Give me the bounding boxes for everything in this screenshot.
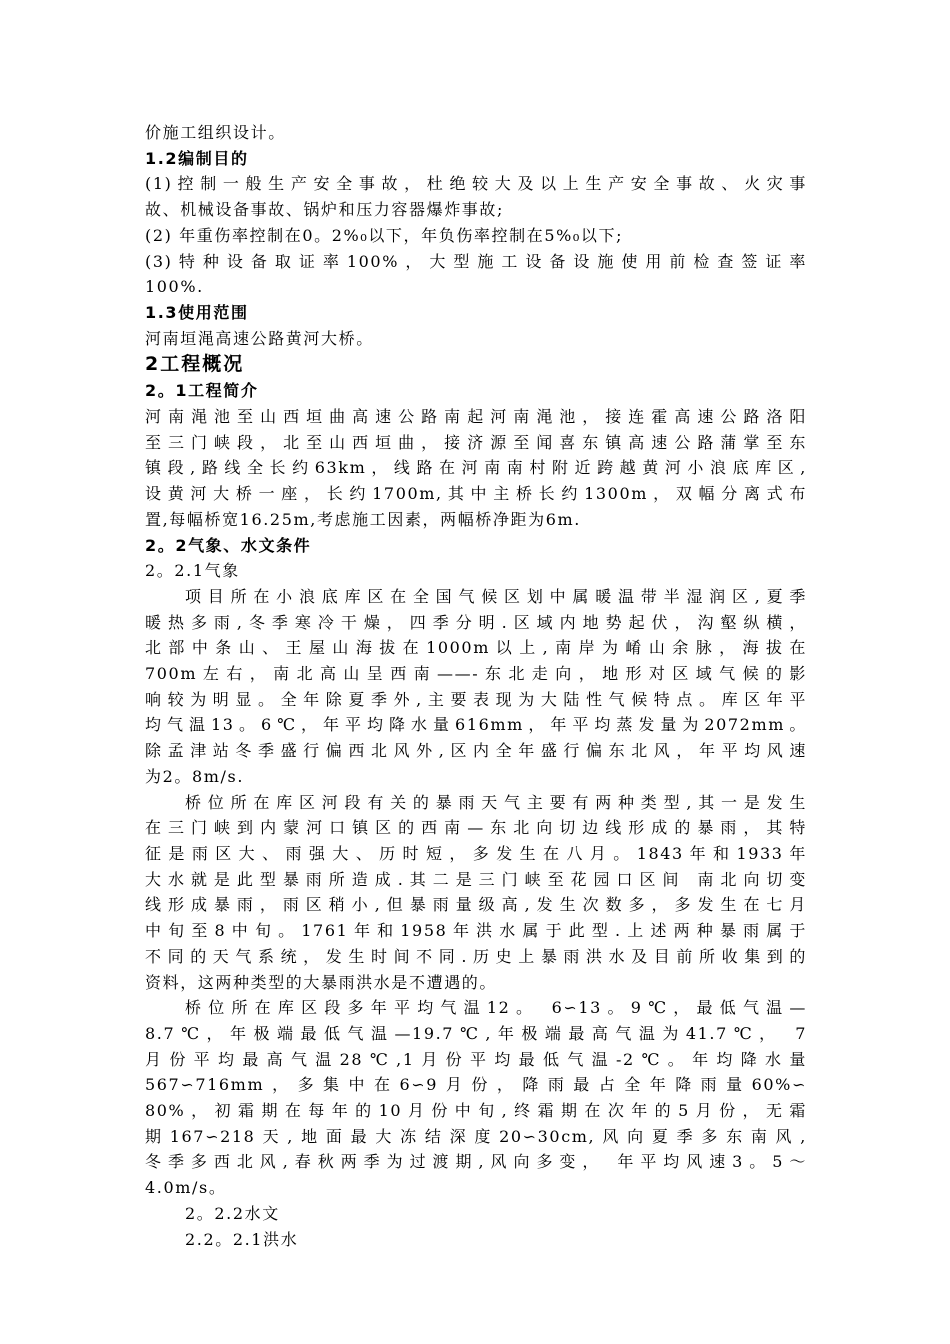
text-line: 故、机械设备事故、锅炉和压力容器爆炸事故; xyxy=(145,200,504,220)
subsection-heading: 2.2。2.1洪水 xyxy=(185,1229,299,1249)
text-line: 至三门峡段，北至山西垣曲，接济源至闻喜东镇高速公路蒲掌至东 xyxy=(145,432,807,452)
section-heading: 1.3使用范围 xyxy=(145,302,249,322)
text-line: 北部中条山、王屋山海拔在1000m以上,南岸为崤山余脉，海拔在 xyxy=(145,638,807,658)
text-line: 除孟津站冬季盛行偏西北风外,区内全年盛行偏东北风，年平均风速 xyxy=(145,741,807,761)
subsection-heading: 2。2.2水文 xyxy=(185,1203,280,1223)
text-line: 价施工组织设计。 xyxy=(145,123,286,142)
text-line: (1)控制一般生产安全事故，杜绝较大及以上生产安全事故、火灾事 xyxy=(145,174,807,194)
text-line: 线形成暴雨，雨区稍小,但暴雨量级高,发生次数多，多发生在七月 xyxy=(145,895,807,915)
text-line: 在三门峡到内蒙河口镇区的西南—东北向切边线形成的暴雨，其特 xyxy=(145,818,807,838)
section-heading: 2。2气象、水文条件 xyxy=(145,535,312,555)
text-line: 4.0m/s。 xyxy=(145,1178,227,1198)
text-line: 700m左右，南北高山呈西南——-东北走向，地形对区域气候的影 xyxy=(145,664,807,684)
document-page xyxy=(145,120,807,1252)
text-line: 河南垣渑高速公路黄河大桥。 xyxy=(145,328,374,348)
text-line: 镇段,路线全长约63km，线路在河南南村附近跨越黄河小浪底库区, xyxy=(145,458,807,478)
text-line: 567∽716mm，多集中在6∽9月份，降雨最占全年降雨量60%∽ xyxy=(145,1075,807,1095)
text-line: 桥位所在库区河段有关的暴雨天气主要有两种类型,其一是发生 xyxy=(185,792,807,812)
text-line: 响较为明显。全年除夏季外,主要表现为大陆性气候特点。库区年平 xyxy=(145,689,807,709)
section-heading: 2。1工程简介 xyxy=(145,381,259,401)
text-line: 不同的天气系统，发生时间不同.历史上暴雨洪水及目前所收集到的 xyxy=(145,946,807,966)
text-line: 置,每幅桥宽16.25m,考虑施工因素，两幅桥净距为6m. xyxy=(145,509,581,529)
text-line: 设黄河大桥一座，长约1700m,其中主桥长约1300m，双幅分离式布 xyxy=(145,484,807,504)
text-line: 冬季多西北风,春秋两季为过渡期,风向多变， 年平均风速3。5～ xyxy=(145,1152,807,1172)
text-line: 80%，初霜期在每年的10月份中旬,终霜期在次年的5月份，无霜 xyxy=(145,1101,807,1121)
text-line: 100%. xyxy=(145,277,204,297)
text-line: (3)特种设备取证率100%，大型施工设备设施使用前检查签证率 xyxy=(145,251,807,271)
text-line: 暖热多雨,冬季寒冷干燥，四季分明.区域内地势起伏，沟壑纵横， xyxy=(145,612,807,632)
text-line: 河南渑池至山西垣曲高速公路南起河南渑池，接连霍高速公路洛阳 xyxy=(145,407,807,427)
text-line: 8.7℃，年极端最低气温—19.7℃,年极端最高气温为41.7℃， 7 xyxy=(145,1023,807,1043)
text-line: 中旬至8中旬。1761年和1958年洪水属于此型.上述两种暴雨属于 xyxy=(145,921,807,941)
subsection-heading: 2。2.1气象 xyxy=(145,561,240,581)
text-line: 项目所在小浪底库区在全国气候区划中属暖温带半湿润区,夏季 xyxy=(185,586,807,606)
text-line: (2) 年重伤率控制在0。2%₀以下，年负伤率控制在5%₀以下; xyxy=(145,225,624,245)
text-line: 月份平均最高气温28℃,1月份平均最低气温-2℃。年均降水量 xyxy=(145,1049,807,1069)
text-line: 桥位所在库区段多年平均气温12。 6∽13。9℃，最低气温— xyxy=(185,998,807,1018)
text-line: 征是雨区大、雨强大、历时短，多发生在八月。1843年和1933年 xyxy=(145,843,807,863)
section-heading: 1.2编制目的 xyxy=(145,148,249,168)
text-line: 期167∽218天,地面最大冻结深度20∽30cm,风向夏季多东南风, xyxy=(145,1126,807,1146)
text-line: 为2。8m/s. xyxy=(145,766,245,786)
text-line: 资料，这两种类型的大暴雨洪水是不遭遇的。 xyxy=(145,972,498,992)
text-line: 均气温13。6℃，年平均降水量616mm，年平均蒸发量为2072mm。 xyxy=(145,715,807,735)
chapter-heading: 2工程概况 xyxy=(145,353,245,376)
text-line: 大水就是此型暴雨所造成.其二是三门峡至花园口区间 南北向切变 xyxy=(145,869,807,889)
